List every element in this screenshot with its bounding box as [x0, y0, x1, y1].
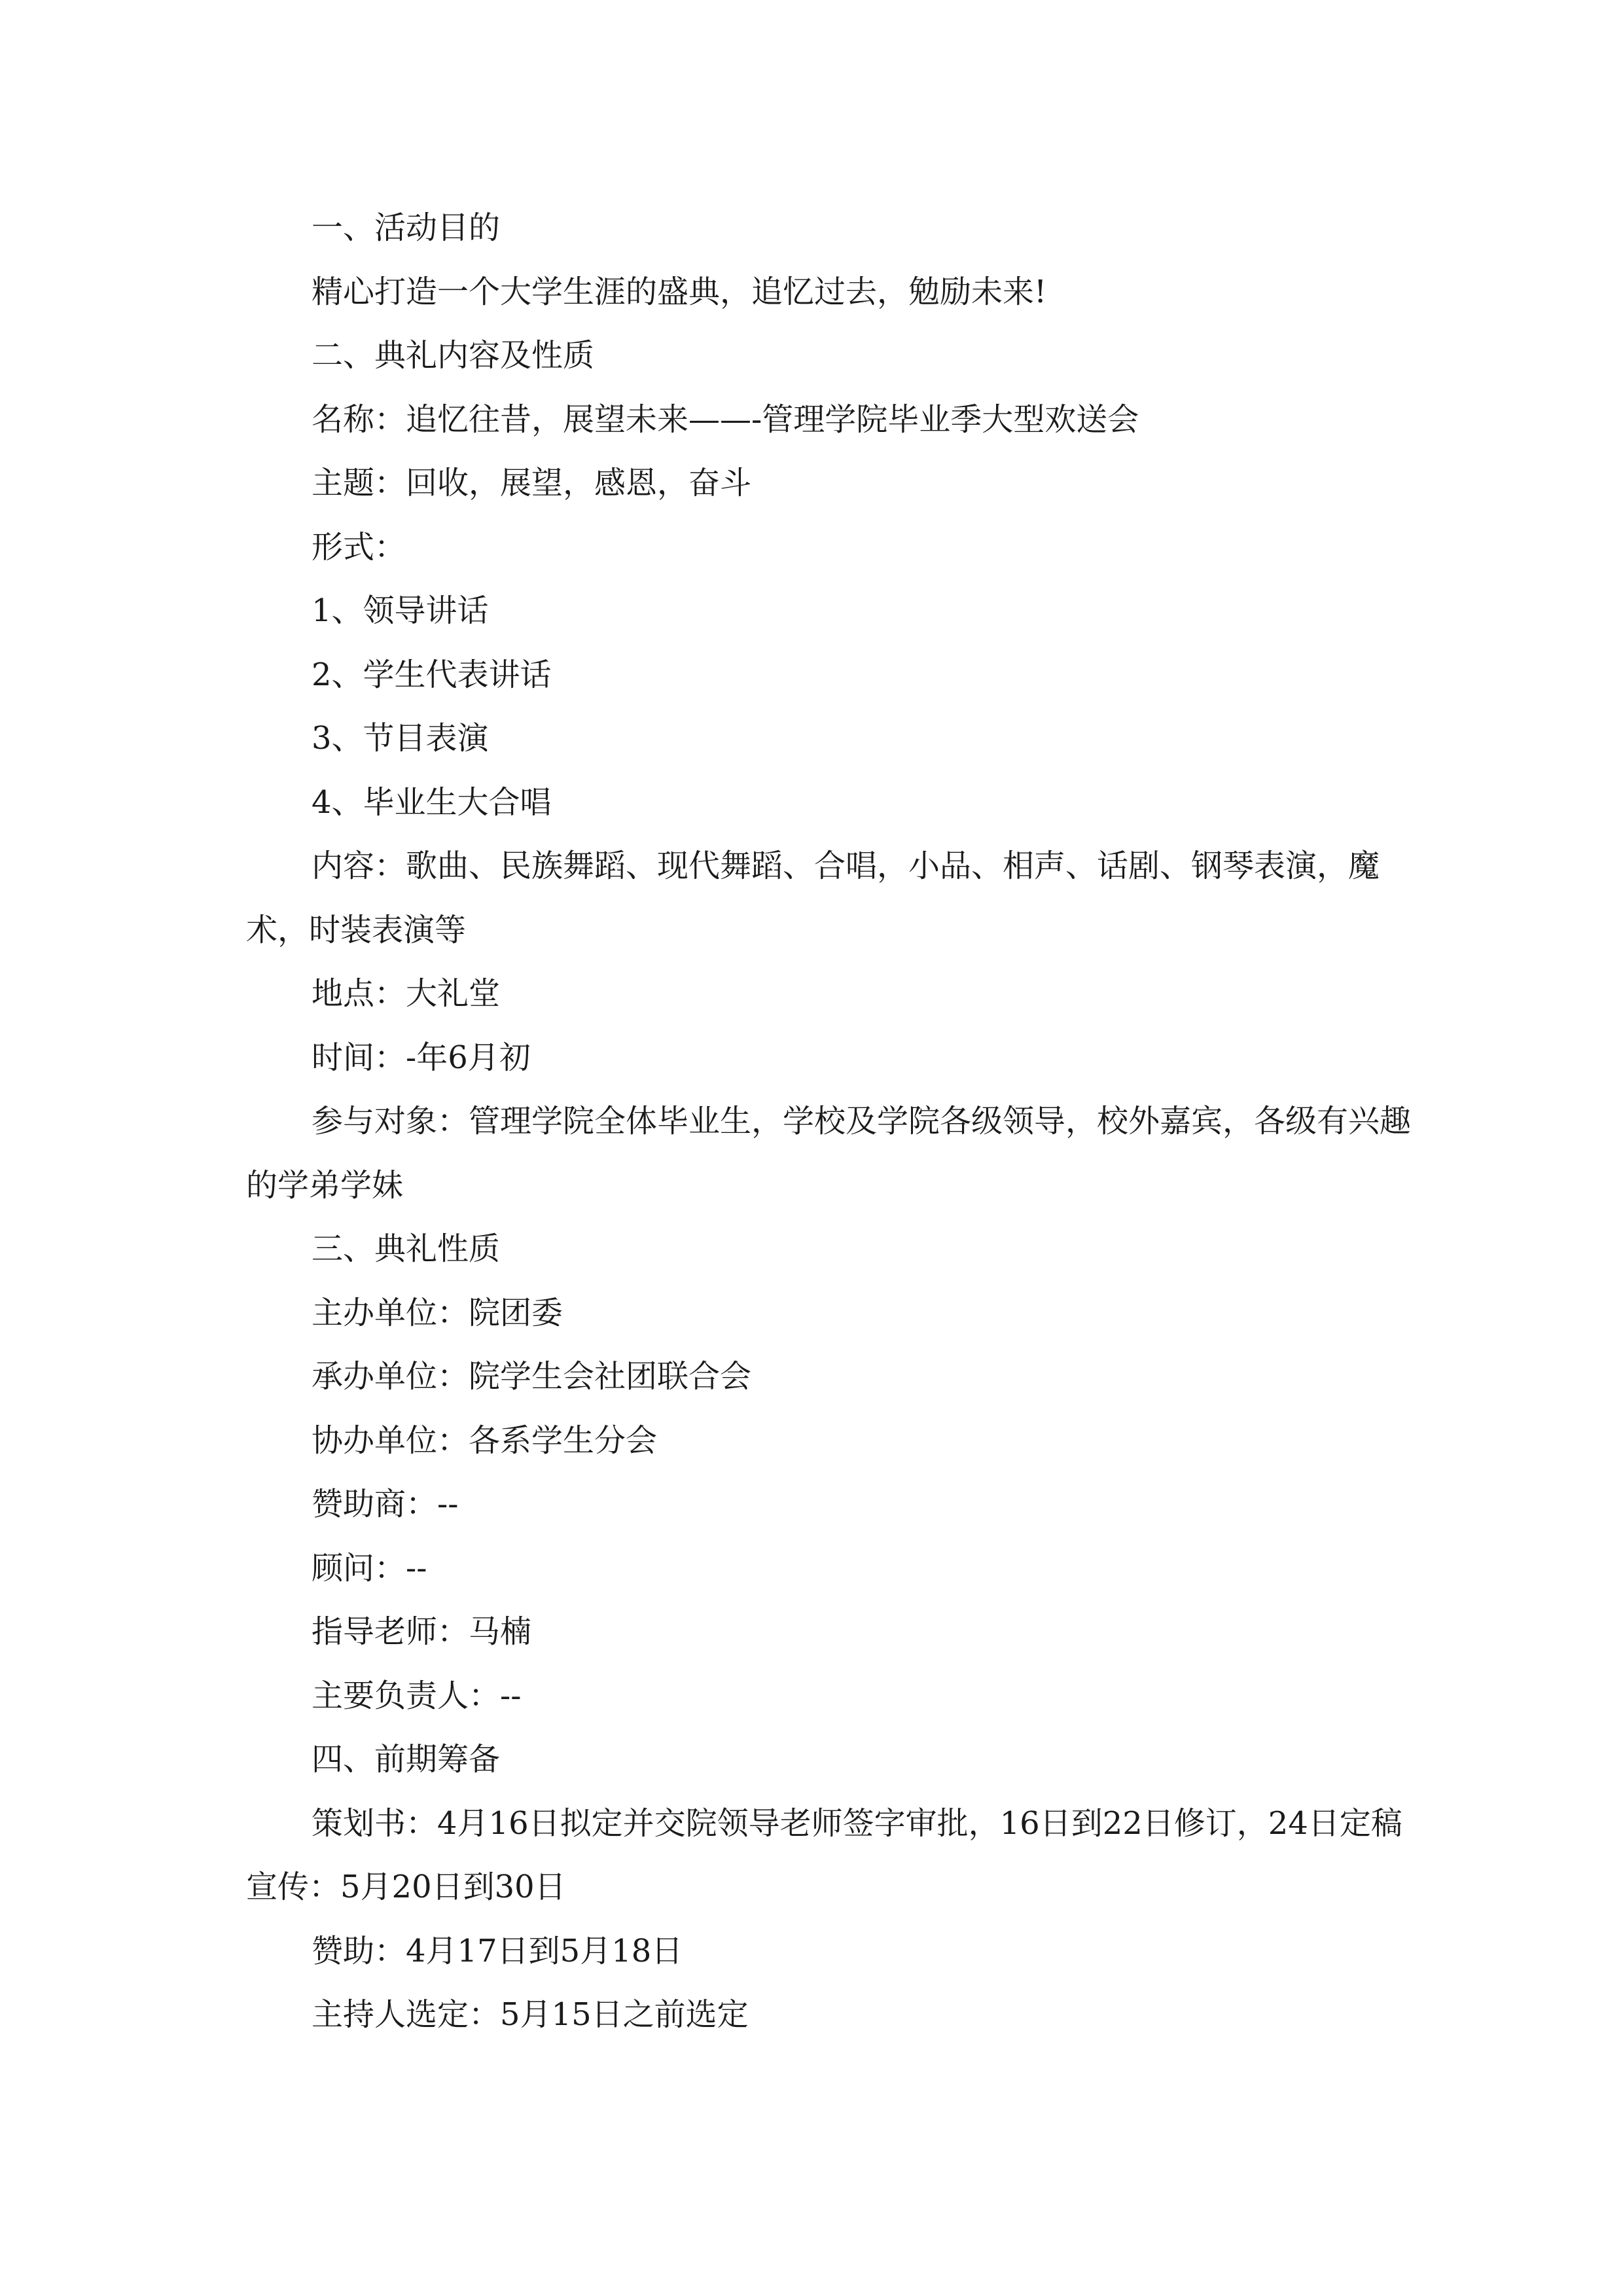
section-heading-nature: 三、典礼性质	[312, 1230, 501, 1267]
organizer-unit: 承办单位：院学生会社团联合会	[312, 1358, 752, 1395]
lead-person: 主要负责人：--	[312, 1677, 522, 1714]
event-time: 时间：-年6月初	[312, 1039, 531, 1076]
sponsor: 赞助商：--	[312, 1486, 459, 1522]
format-item: 1、领导讲话	[312, 592, 489, 629]
event-location: 地点：大礼堂	[312, 975, 501, 1012]
format-item: 3、节目表演	[312, 720, 489, 757]
participants: 参与对象：管理学院全体毕业生，学校及学院各级领导，校外嘉宾，各级有兴趣的学弟学妹	[246, 1103, 1412, 1204]
host-unit: 主办单位：院团委	[312, 1294, 563, 1331]
format-label: 形式：	[312, 528, 406, 565]
co-organizer-unit: 协办单位：各系学生分会	[312, 1422, 658, 1459]
section-heading-preparation: 四、前期筹备	[312, 1741, 501, 1778]
program-content: 内容：歌曲、民族舞蹈、现代舞蹈、合唱，小品、相声、话剧、钢琴表演，魔术，时装表演等	[246, 848, 1380, 948]
instructor: 指导老师：马楠	[312, 1613, 532, 1650]
format-item: 4、毕业生大合唱	[312, 783, 552, 821]
event-name: 名称：追忆往昔，展望未来——-管理学院毕业季大型欢送会	[312, 401, 1139, 438]
event-theme: 主题：回收，展望，感恩，奋斗	[312, 465, 752, 501]
format-item: 2、学生代表讲话	[312, 656, 552, 693]
section-heading-purpose: 一、活动目的	[312, 209, 501, 246]
section-heading-content: 二、典礼内容及性质	[312, 337, 595, 374]
purpose-text: 精心打造一个大学生涯的盛典，追忆过去，勉励未来!	[312, 273, 1047, 310]
sponsorship-schedule: 赞助：4月17日到5月18日	[312, 1932, 683, 1969]
advisor: 顾问：--	[312, 1549, 427, 1587]
plan-schedule: 策划书：4月16日拟定并交院领导老师签字审批，16日到22日修订，24日定稿宣传：5月20日到30日	[246, 1804, 1402, 1905]
document-body	[246, 196, 1411, 2047]
host-selection-schedule: 主持人选定：5月15日之前选定	[312, 1996, 749, 2033]
